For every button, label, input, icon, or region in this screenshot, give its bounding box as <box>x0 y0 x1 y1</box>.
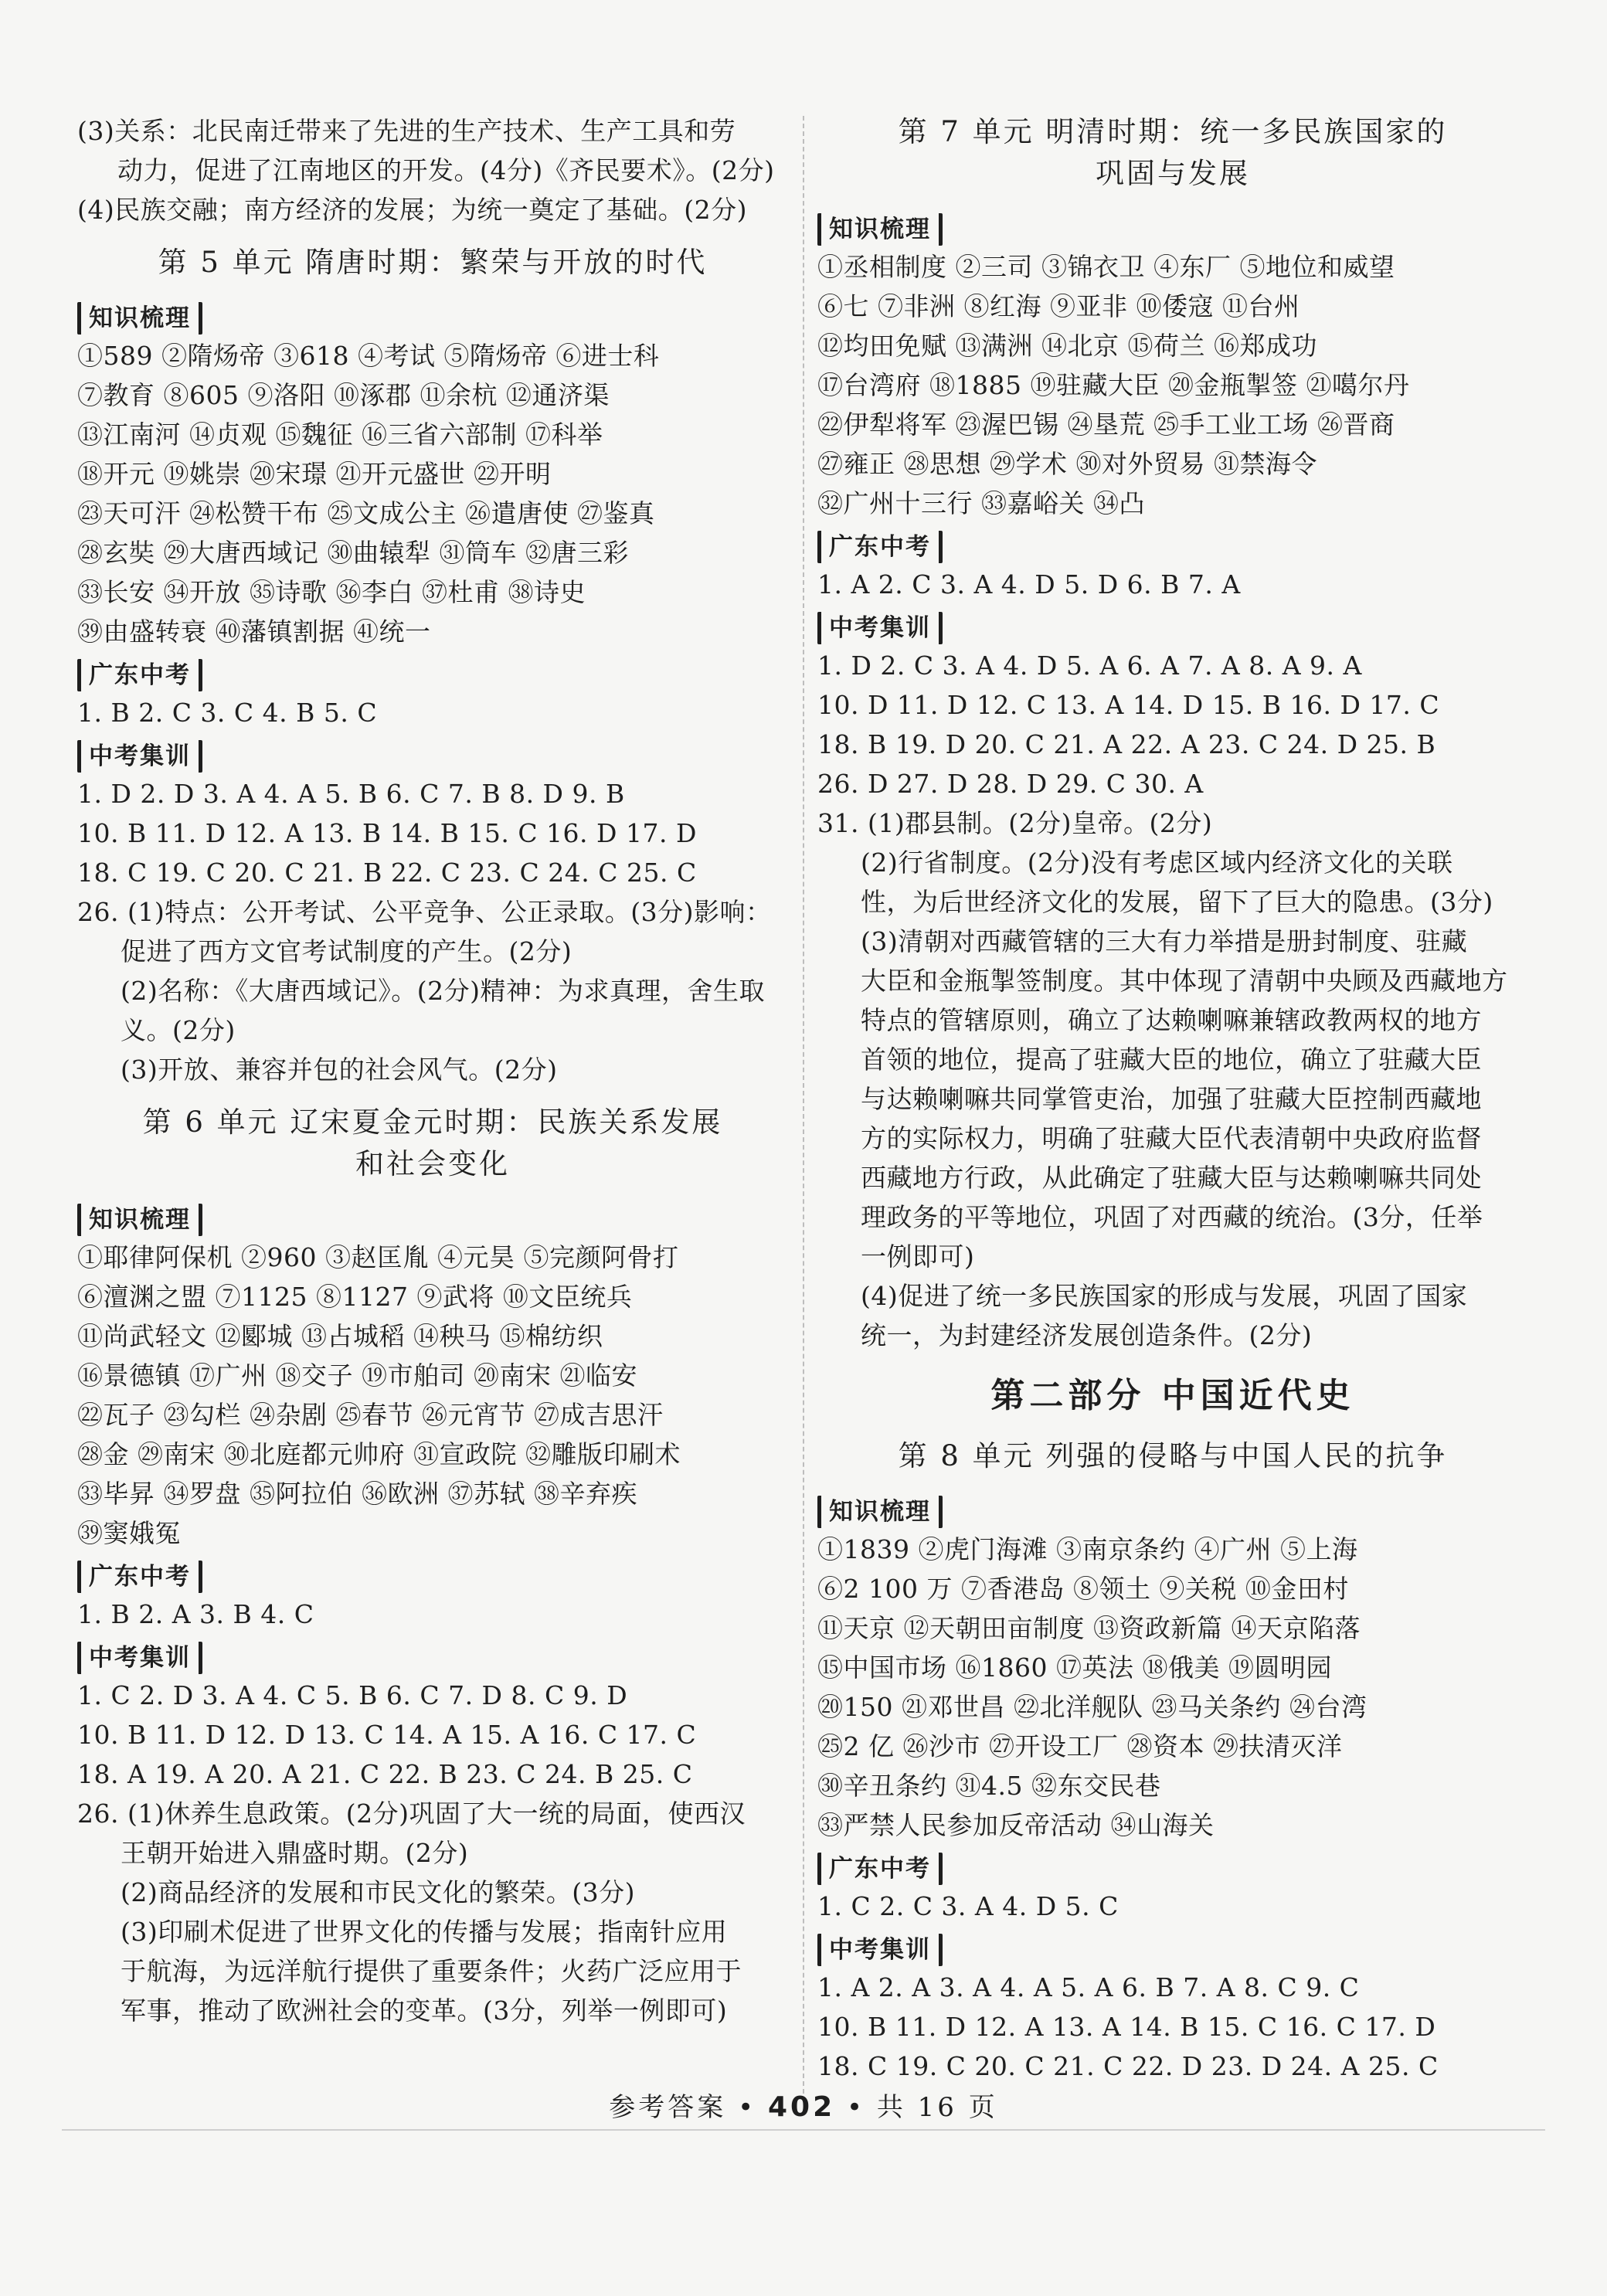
unit-6-title <box>77 1102 788 1185</box>
text-line: (4)促进了统一多民族国家的形成与发展，巩固了国家 <box>861 1281 1468 1311</box>
text-line: 性，为后世经济文化的发展，留下了巨大的隐患。(3分) <box>861 887 1493 917</box>
answer-row: 18. C 19. C 20. C 21. B 22. C 23. C 24. C 25. C <box>77 858 697 888</box>
text-line: ㉚辛丑条约 ㉛4.5 ㉜东交民巷 <box>817 1771 1161 1801</box>
question-31: 31. (1)郡县制。(2分)皇帝。(2分) <box>817 808 1213 838</box>
answer-row: 18. A 19. A 20. A 21. C 22. B 23. C 24. B 25. C <box>77 1759 693 1789</box>
text-line: ⑪天京 ⑫天朝田亩制度 ⑬资政新篇 ⑭天京陷落 <box>817 1613 1361 1643</box>
unit-5-section <box>77 242 788 1089</box>
text-line: ①丞相制度 ②三司 ③锦衣卫 ④东厂 ⑤地位和威望 <box>817 252 1395 282</box>
text-line: 于航海，为远洋航行提供了重要条件；火药广泛应用于 <box>121 1956 742 1986</box>
text-line: 大臣和金瓶掣签制度。其中体现了清朝中央顾及西藏地方 <box>861 966 1508 996</box>
text-line: 理政务的平等地位，巩固了对西藏的统治。(3分，任举 <box>861 1202 1483 1232</box>
text-line: ㉝严禁人民参加反帝活动 ㉞山海关 <box>817 1810 1215 1840</box>
text-line: (2)商品经济的发展和市民文化的繁荣。(3分) <box>121 1877 635 1907</box>
unit-6-title-line2: 和社会变化 <box>355 1147 510 1180</box>
text-line: ㉜广州十三行 ㉝嘉峪关 ㉞凸 <box>817 488 1145 518</box>
text-line: ㉒瓦子 ㉓勾栏 ㉔杂剧 ㉕春节 ㉖元宵节 ㉗成吉思汗 <box>77 1400 664 1430</box>
section-tag-collection: 中考集训 <box>77 740 202 773</box>
text-line: 军事，推动了欧洲社会的变革。(3分，列举一例即可) <box>121 1995 728 2026</box>
answer-row: 10. B 11. D 12. A 13. B 14. B 15. C 16. D 17. D <box>77 818 697 848</box>
section-tag-knowledge: 知识梳理 <box>817 1496 943 1528</box>
answer-row: 26. D 27. D 28. D 29. C 30. A <box>817 769 1204 799</box>
knowledge-list <box>817 1530 1528 1845</box>
text-line: (3)印刷术促进了世界文化的传播与发展；指南针应用 <box>121 1917 728 1947</box>
text-line: ⑥2 100 万 ⑦香港岛 ⑧领土 ⑨关税 ⑩金田村 <box>817 1574 1349 1604</box>
answer-row: 1. C 2. C 3. A 4. D 5. C <box>817 1891 1119 1921</box>
answer-row: 1. B 2. C 3. C 4. B 5. C <box>77 698 378 728</box>
section-tag-guangdong: 广东中考 <box>77 659 202 691</box>
text-line: 义。(2分) <box>121 1015 236 1045</box>
answer-row: 1. D 2. C 3. A 4. D 5. A 6. A 7. A 8. A 9. A <box>817 650 1362 681</box>
text-line: ㉒伊犁将军 ㉓渥巴锡 ㉔垦荒 ㉕手工业工场 ㉖晋商 <box>817 409 1395 440</box>
text-line: ⑯景德镇 ⑰广州 ⑱交子 ⑲市舶司 ⑳南宋 ㉑临安 <box>77 1360 637 1391</box>
knowledge-list <box>77 336 788 651</box>
unit-7-title-line1: 第 7 单元 明清时期：统一多民族国家的 <box>898 115 1448 148</box>
text-line: ㉝长安 ㉞开放 ㉟诗歌 ㊱李白 ㊲杜甫 ㊳诗史 <box>77 577 586 607</box>
knowledge-list <box>817 247 1528 523</box>
text-line: ①1839 ②虎门海滩 ③南京条约 ④广州 ⑤上海 <box>817 1534 1358 1564</box>
footer-suffix: • 共 16 页 <box>846 2092 998 2123</box>
text-line: ①589 ②隋炀帝 ③618 ④考试 ⑤隋炀帝 ⑥进士科 <box>77 341 660 371</box>
text-line: ⑬江南河 ⑭贞观 ⑮魏征 ⑯三省六部制 ⑰科举 <box>77 419 603 450</box>
section-tag-collection: 中考集训 <box>77 1642 202 1674</box>
text-line: ㉝毕昇 ㉞罗盘 ㉟阿拉伯 ㊱欧洲 ㊲苏轼 ㊳辛弃疾 <box>77 1479 637 1509</box>
text-line: ㉘玄奘 ㉙大唐西域记 ㉚曲辕犁 ㉛筒车 ㉜唐三彩 <box>77 538 629 568</box>
unit-6-title-line1: 第 6 单元 辽宋夏金元时期：民族关系发展 <box>142 1106 723 1139</box>
page-number: 402 <box>767 2091 836 2123</box>
text-line: (2)行省制度。(2分)没有考虑区域内经济文化的关联 <box>861 847 1453 878</box>
section-tag-guangdong: 广东中考 <box>817 531 943 563</box>
text-line: ①耶律阿保机 ②960 ③赵匡胤 ④元昊 ⑤完颜阿骨打 <box>77 1242 679 1272</box>
text-line: ⑪尚武轻文 ⑫郾城 ⑬占城稻 ⑭秧马 ⑮棉纺织 <box>77 1321 603 1351</box>
section-tag-guangdong: 广东中考 <box>77 1561 202 1593</box>
intro-answers <box>77 111 788 229</box>
section-tag-knowledge: 知识梳理 <box>817 213 943 246</box>
text-line: ㊴由盛转衰 ㊵藩镇割据 ㊶统一 <box>77 616 431 647</box>
answer-row: 1. A 2. A 3. A 4. A 5. A 6. B 7. A 8. C 9. C <box>817 1972 1360 2002</box>
text-line: ㉗雍正 ㉘思想 ㉙学术 ㉚对外贸易 ㉛禁海令 <box>817 449 1317 479</box>
text-line: ⑱开元 ⑲姚崇 ⑳宋璟 ㉑开元盛世 ㉒开明 <box>77 459 552 489</box>
knowledge-list <box>77 1238 788 1553</box>
left-column <box>77 111 788 2030</box>
text-line: 方的实际权力，明确了驻藏大臣代表清朝中央政府监督 <box>861 1123 1482 1153</box>
unit-8-section <box>817 1435 1528 2086</box>
text-line: ㉕2 亿 ㉖沙市 ㉗开设工厂 ㉘资本 ㉙扶清灭洋 <box>817 1731 1343 1761</box>
text-line: ㉘金 ㉙南宋 ㉚北庭都元帅府 ㉛宣政院 ㉜雕版印刷术 <box>77 1439 681 1469</box>
right-column <box>817 111 1528 2086</box>
answer-row: 10. B 11. D 12. D 13. C 14. A 15. A 16. C 17. C <box>77 1720 697 1750</box>
text-line: ⑥七 ⑦非洲 ⑧红海 ⑨亚非 ⑩倭寇 ⑪台州 <box>817 291 1300 321</box>
text-line: 王朝开始进入鼎盛时期。(2分) <box>121 1838 469 1868</box>
text-line: ⑥澶渊之盟 ⑦1125 ⑧1127 ⑨武将 ⑩文臣统兵 <box>77 1282 633 1312</box>
text-line: 一例即可) <box>861 1241 975 1272</box>
footer-prefix: 参考答案 • <box>609 2092 757 2123</box>
unit-7-title <box>817 111 1528 195</box>
text-line: 首领的地位，提高了驻藏大臣的地位，确立了驻藏大臣 <box>861 1044 1482 1075</box>
answer-row: 10. B 11. D 12. A 13. A 14. B 15. C 16. C 17. D <box>817 2012 1436 2042</box>
section-tag-guangdong: 广东中考 <box>817 1853 943 1885</box>
answer-row: 10. D 11. D 12. C 13. A 14. D 15. B 16. D 17. C <box>817 690 1440 720</box>
text-line: 动力，促进了江南地区的开发。(4分)《齐民要术》。(2分) <box>117 155 775 185</box>
answer-row: 1. B 2. A 3. B 4. C <box>77 1599 314 1629</box>
question-26: 26. (1)特点：公开考试、公平竞争、公正录取。(3分)影响： <box>77 897 772 927</box>
text-line: ⑮中国市场 ⑯1860 ⑰英法 ⑱俄美 ⑲圆明园 <box>817 1652 1332 1683</box>
answer-row: 1. C 2. D 3. A 4. C 5. B 6. C 7. D 8. C 9. D <box>77 1680 628 1710</box>
section-tag-collection: 中考集训 <box>817 1934 943 1966</box>
text-line: 特点的管辖原则，确立了达赖喇嘛兼辖政教两权的地方 <box>861 1005 1482 1035</box>
part-2-title: 第二部分 中国近代史 <box>990 1376 1355 1415</box>
unit-7-title-line2: 巩固与发展 <box>1096 157 1250 190</box>
answer-row: 1. A 2. C 3. A 4. D 5. D 6. B 7. A <box>817 569 1241 599</box>
footer-rule <box>62 2129 1545 2131</box>
section-tag-knowledge: 知识梳理 <box>77 1204 202 1236</box>
text-line: 统一，为封建经济发展创造条件。(2分) <box>861 1320 1313 1350</box>
answer-row: 18. C 19. C 20. C 21. C 22. D 23. D 24. A 25. C <box>817 2051 1439 2081</box>
unit-8-title: 第 8 单元 列强的侵略与中国人民的抗争 <box>898 1439 1448 1472</box>
text-line: ⑫均田免赋 ⑬满洲 ⑭北京 ⑮荷兰 ⑯郑成功 <box>817 331 1317 361</box>
answer-row: 18. B 19. D 20. C 21. A 22. A 23. C 24. D 25. B <box>817 729 1436 759</box>
text-line: ⑳150 ㉑邓世昌 ㉒北洋舰队 ㉓马关条约 ㉔台湾 <box>817 1692 1367 1722</box>
text-line: (3)关系：北民南迁带来了先进的生产技术、生产工具和劳 <box>77 116 736 146</box>
unit-5-title: 第 5 单元 隋唐时期：繁荣与开放的时代 <box>158 246 708 279</box>
text-line: ㉓天可汗 ㉔松赞干布 ㉕文成公主 ㉖遣唐使 ㉗鉴真 <box>77 498 655 528</box>
text-line: (2)名称：《大唐西域记》。(2分)精神：为求真理，舍生取 <box>121 976 765 1006</box>
question-26: 26. (1)休养生息政策。(2分)巩固了大一统的局面，使西汉 <box>77 1798 746 1829</box>
answer-row: 1. D 2. D 3. A 4. A 5. B 6. C 7. B 8. D 9. B <box>77 779 625 809</box>
text-line: ⑰台湾府 ⑱1885 ⑲驻藏大臣 ⑳金瓶掣签 ㉑噶尔丹 <box>817 370 1410 400</box>
text-line: 与达赖喇嘛共同掌管吏治，加强了驻藏大臣控制西藏地 <box>861 1084 1482 1114</box>
text-line: 西藏地方行政，从此确定了驻藏大臣与达赖喇嘛共同处 <box>861 1163 1482 1193</box>
text-line: ㊴窦娥冤 <box>77 1518 181 1548</box>
text-line: (4)民族交融；南方经济的发展；为统一奠定了基础。(2分) <box>77 195 747 225</box>
text-line: ⑦教育 ⑧605 ⑨洛阳 ⑩涿郡 ⑪余杭 ⑫通济渠 <box>77 380 610 410</box>
text-line: (3)清朝对西藏管辖的三大有力举措是册封制度、驻藏 <box>861 926 1468 956</box>
unit-7-section <box>817 111 1528 1355</box>
unit-6-section <box>77 1102 788 2030</box>
section-tag-collection: 中考集训 <box>817 612 943 644</box>
page-footer <box>0 2086 1607 2124</box>
column-divider <box>803 116 804 2094</box>
text-line: (3)开放、兼容并包的社会风气。(2分) <box>121 1055 558 1085</box>
text-line: 促进了西方文官考试制度的产生。(2分) <box>121 936 572 966</box>
section-tag-knowledge: 知识梳理 <box>77 302 202 335</box>
